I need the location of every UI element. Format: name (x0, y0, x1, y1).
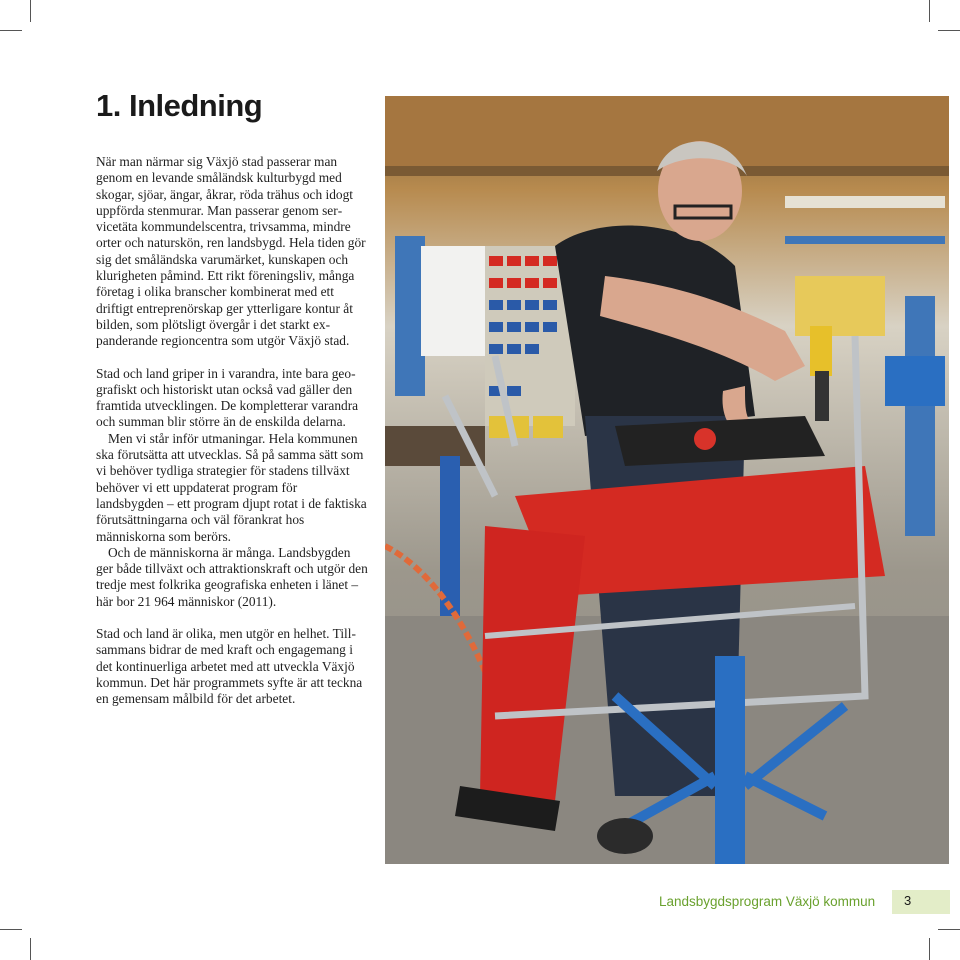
paragraph-5: Stad och land är olika, men utgör en helhet. Tillsammans bidrar de med kraft och engagemang i det kontinuerliga arbetet med att utveckla Växjö kommun. Det här programmets syfte är att teckna en gemensam målbild för det arbetet. (96, 626, 363, 707)
footer-title: Landsbygdsprogram Växjö kommun (659, 894, 876, 909)
page-title: 1. Inledning (96, 88, 263, 123)
crop-mark-bottom-left-h (0, 929, 22, 930)
crop-mark-top-right-h (938, 30, 960, 31)
crop-mark-top-left-v (30, 0, 31, 22)
body-text (96, 154, 368, 708)
crop-mark-top-right-v (929, 0, 930, 22)
paragraph-4: Och de människorna är många. Landsbygden ger både tillväxt och attraktionskraft och utgör den tredje mest folkrika geografiska enheten i länet – här bor 21 964 människor (2011). (96, 544, 368, 609)
crop-mark-bottom-left-v (30, 938, 31, 960)
crop-mark-bottom-right-v (929, 938, 930, 960)
paragraph-2: Stad och land griper in i varandra, inte bara geografiskt och historiskt utan också vad gäller den framtida utvecklingen. De kompletterar varandra och summan blir större än de enskilda delarna. (96, 365, 359, 430)
workshop-illustration (385, 96, 949, 864)
crop-mark-top-left-h (0, 30, 22, 31)
page-number: 3 (904, 893, 912, 908)
paragraph-3: Men vi står inför utmaningar. Hela kommunen ska förutsätta att utvecklas. Så på samma sätt som vi behöver tydliga strategier för stadens tillväxt behöver vi ett uppdaterat program för landsbygden – ett program djupt rotat i de faktiska förutsättningarna och väl förankrat hos människorna som berörs. (96, 430, 367, 544)
paragraph-1: När man närmar sig Växjö stad passerar man genom en levande småländsk kulturbygd med skogar, sjöar, ängar, åkrar, röda trähus och idogt uppförda stenmurar. Man passerar genom servicetäta kommundelscentra, trivsamma, mindre orter och naturskön, ren landsbygd. Hela tiden gör sig det småländska varumärket, kunskapen och klurigheten påmind. Ett rikt föreningsliv, många företag i olika branscher kombinerat med ett driftigt entreprenörskap ger ytterligare kontur åt bilden, som plötsligt övergår i det starkt expanderande regioncentra som utgör Växjö stad. (96, 154, 366, 349)
workshop-photo (385, 96, 949, 864)
crop-mark-bottom-right-h (938, 929, 960, 930)
page-number-box (892, 890, 950, 914)
